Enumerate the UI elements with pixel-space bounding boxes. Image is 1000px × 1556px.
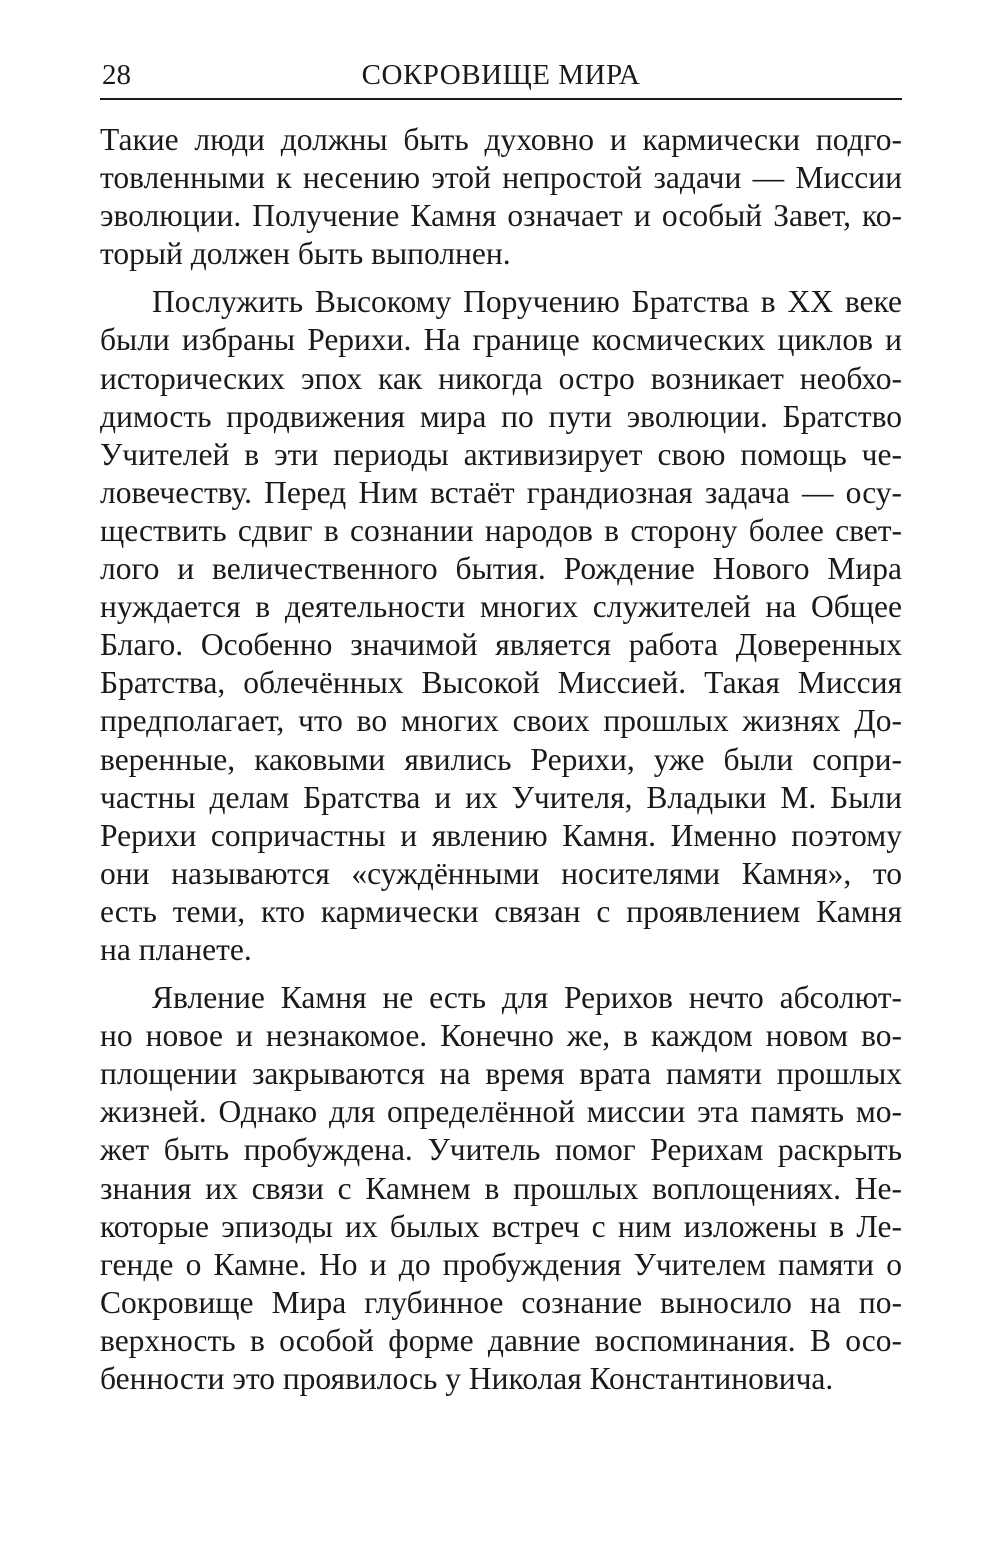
text-line: Рерихи сопричастны и явлению Камня. Именно поэтому	[100, 817, 902, 853]
text-line: Явление Камня не есть для Рерихов нечто абсолют-	[152, 980, 902, 1016]
text-line: ловечеству. Перед Ним встаёт грандиозная задача — осу-	[100, 474, 902, 510]
paragraph-3	[100, 979, 902, 1398]
text-line: торый должен быть выполнен.	[100, 236, 511, 272]
text-line: Благо. Особенно значимой является работа Доверенных	[100, 627, 902, 663]
text-line: жизней. Однако для определённой миссии эта память мо-	[100, 1094, 902, 1130]
text-line: они называются «суждёнными носителями Камня», то	[100, 855, 902, 891]
header-rule	[100, 98, 902, 100]
text-line: но новое и незнакомое. Конечно же, в каждом новом во-	[100, 1018, 902, 1054]
text-line: Учителей в эти периоды активизирует свою помощь че-	[100, 436, 902, 472]
text-line: были избраны Рерихи. На границе космических циклов и	[100, 322, 902, 358]
text-line: товленными к несению этой непростой задачи — Миссии	[100, 160, 902, 196]
running-head	[100, 58, 902, 98]
text-line: верхность в особой форме давние воспоминания. В осо-	[100, 1322, 902, 1358]
text-line: на планете.	[100, 931, 252, 967]
text-line: площении закрываются на время врата памяти прошлых	[100, 1056, 902, 1092]
text-line: исторических эпох как никогда остро возникает необхо-	[100, 360, 902, 396]
text-line: димость продвижения мира по пути эволюции. Братство	[100, 398, 902, 434]
text-line: лого и величественного бытия. Рождение Нового Мира	[100, 551, 902, 587]
text-line: нуждается в деятельности многих служителей на Общее	[100, 589, 902, 625]
text-line: Сокровище Мира глубинное сознание выносило на по-	[100, 1284, 902, 1320]
text-line: частны делам Братства и их Учителя, Владыки М. Были	[100, 779, 902, 815]
text-line: которые эпизоды их былых встреч с ним изложены в Ле-	[100, 1208, 902, 1244]
text-line: предполагает, что во многих своих прошлых жизнях До-	[100, 703, 902, 739]
text-line: есть теми, кто кармически связан с проявлением Камня	[100, 893, 902, 929]
text-body	[100, 121, 902, 1408]
text-line: эволюции. Получение Камня означает и особый Завет, ко-	[100, 198, 902, 234]
text-line: знания их связи с Камнем в прошлых воплощениях. Не-	[100, 1170, 902, 1206]
text-line: ществить сдвиг в сознании народов в сторону более свет-	[100, 512, 902, 548]
page-number: 28	[102, 59, 131, 91]
text-line: бенности это проявилось у Николая Константиновича.	[100, 1361, 834, 1396]
running-title: СОКРОВИЩЕ МИРА	[361, 59, 641, 91]
paragraph-2	[100, 283, 902, 969]
text-line: Послужить Высокому Поручению Братства в XX веке	[152, 284, 902, 320]
text-line: Такие люди должны быть духовно и кармически подго-	[100, 122, 902, 157]
text-line: генде о Камне. Но и до пробуждения Учителем памяти о	[100, 1246, 902, 1282]
text-line: веренные, каковыми явились Рерихи, уже были сопри-	[100, 741, 902, 777]
text-line: Братства, облечённых Высокой Миссией. Такая Миссия	[100, 665, 902, 701]
paragraph-1	[100, 121, 902, 273]
text-line: жет быть пробуждена. Учитель помог Рерихам раскрыть	[100, 1132, 902, 1168]
